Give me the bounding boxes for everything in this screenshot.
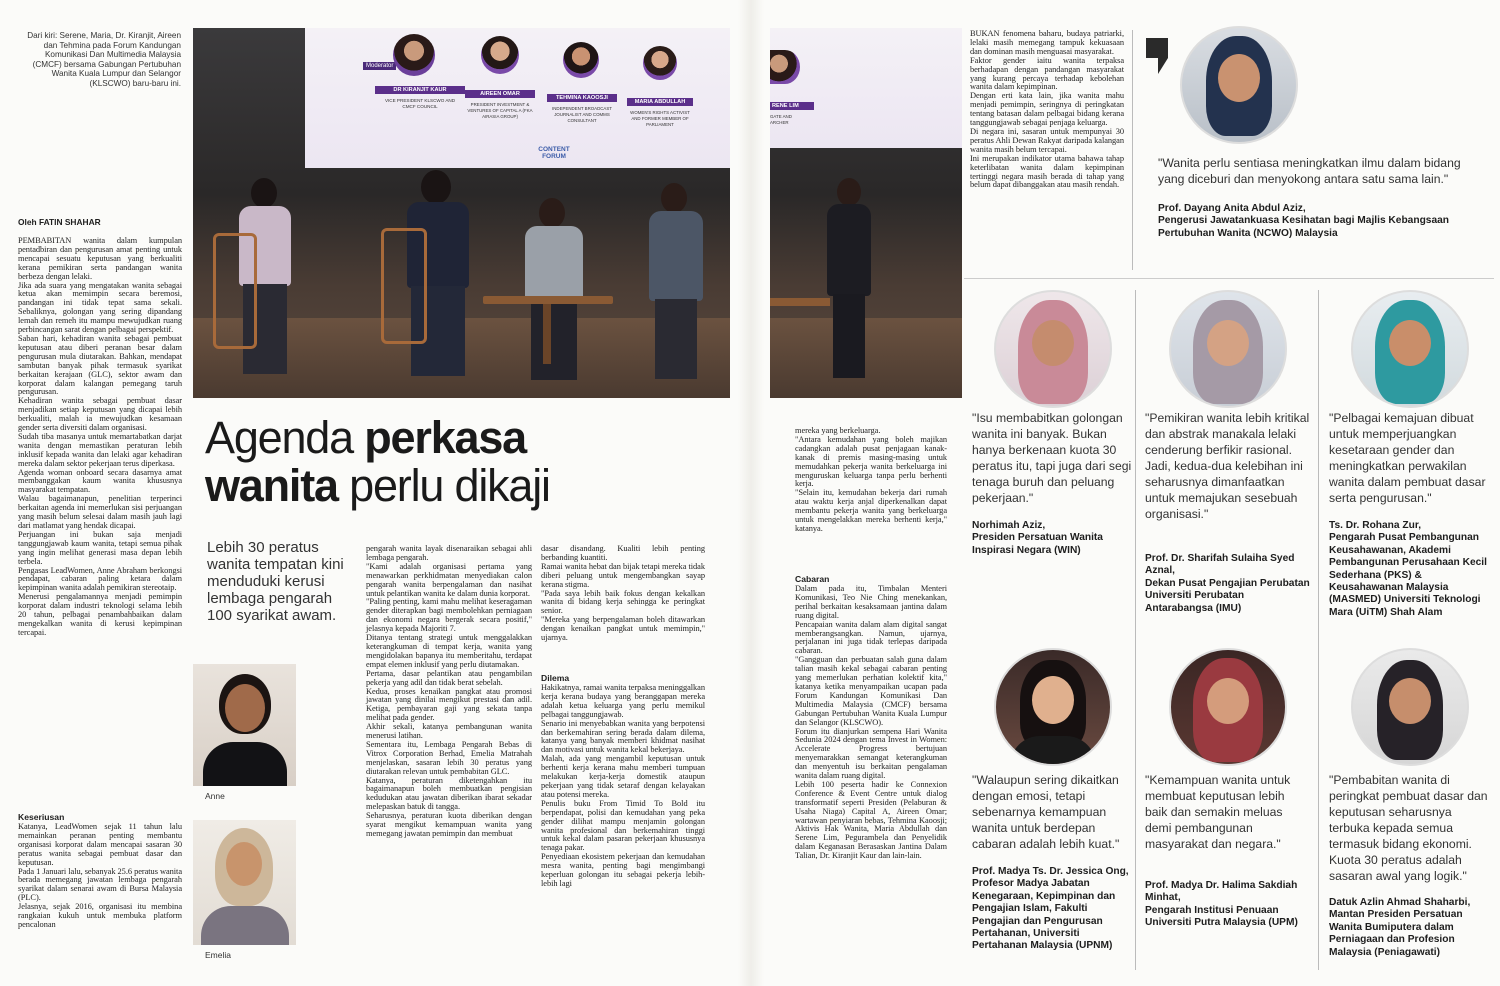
speaker-name: AIREEN OMAR (465, 90, 535, 98)
anne-photo (193, 664, 296, 786)
divider (1135, 290, 1136, 970)
article-column-4b: Dalam pada itu, Timbalan Menteri Komunikasi, Teo Nie Ching menekankan, perihal berkaitan kesaksamaan jantina dalam ruang digital. Pencapaian wanita dalam alam digital sangat memberangsangkan. Namun, ujarnya, perjalanan ini juga tidak terlepas daripada cabaran. "Gangguan dan perbuatan salah guna dalam talian masih kekal sebagai cabaran penting yang memerlukan perhatian kolektif kita," katanya ketika menyampaikan ucapan pada Forum Kandungan Komunikasi Dan Multimedia Malaysia (CMCF) bersama Gabungan Pertubuhan Wanita Kuala Lumpur dan Selangor (KLSCWO). Forum itu dianjurkan sempena Hari Wanita Sedunia 2024 dengan tema Invest in Women: Accelerate Progress bertujuan menyemarakkan semangat keterangkuman dan menyentuh isu berkaitan pengalaman wanita dalam ruang digital. Lebih 100 peserta hadir ke Connexion Conference & Event Centre untuk dialog transformatif seperti Presiden (Pelaburan & Usaha Niaga) Capital A, Aireen Omar; wartawan penyiaran bebas, Tehmina Kaoosji; Aktivis Hak Wanita, Maria Abdullah dan Serene Lim, Pegurambela dan Penyelidik dalam Keganasan Berasaskan Jantina Dalam Talian, Dr. Kiranjit Kaur dan lain-lain. (795, 584, 947, 861)
quote-text: "Pemikiran wanita lebih kritikal dan abstrak manakala lelaki cenderung berfikir rasional. Jadi, kedua-dua kelebihan ini seharusnya dimanfaatkan untuk memajukan sesebuah organisasi." (1145, 411, 1310, 521)
subheading-dilema: Dilema (541, 673, 570, 683)
headline-part: wanita (205, 460, 338, 511)
photo-caption: Dari kiri: Serene, Maria, Dr. Kiranjit, Aireen dan Tehmina pada Forum Kandungan Komunikasi Dan Multimedia Malaysia (CMCF) bersama Gabungan Pertubuhan Wanita Kuala Lumpur dan Selangor (KLSCWO) baru-baru ini. (27, 31, 181, 88)
divider (1318, 290, 1319, 970)
speaker-name: TEHMINA KAOOSJI (547, 94, 617, 102)
speaker-portrait (563, 42, 599, 78)
article-column-5: BUKAN fenomena baharu, budaya patriarki, lelaki masih memegang tampuk kekuasaan dan dominan masih menguasai masyarakat. Faktor gender iaitu wanita terpaksa berhadapan dengan pandangan masyarakat yang kurang percaya terhadap kebolehan wanita dalam kepimpinan. Dengan erti kata lain, jika wanita mahu menjadi pemimpin, seringnya di peringkatan tentang batasan dalam pelbagai bidang kerana tanggungjawab sebagai penjaga keluarga. Di negara ini, sasaran untuk mempunyai 30 peratus Ahli Dewan Rakyat daripada kalangan wanita masih belum tercapai. Ini merupakan indikator utama bahawa tahap keterlibatan wanita dalam kepimpinan tertinggi negara masih berada di tahap yang belum dapat dibanggakan atau masih rendah. (970, 29, 1124, 190)
speaker-role: INDEPENDENT BROADCAST JOURNALIST AND COMMS CONSULTANT (552, 106, 612, 123)
quote-attribution: Ts. Dr. Rohana Zur, Pengarah Pusat Pembangunan Keusahawanan, Akademi Pembangunan Perusahaan Kecil Sederhana (PKS) & Keusahawanan Malaysia (MASMED) Universiti Teknologi Mara (UiTM) Shah Alam (1329, 520, 1487, 618)
quote-text: "Walaupun sering dikaitkan dengan emosi, tetapi sebenarnya kemampuan wanita untuk berdepan cabaran adalah lebih kuat." (972, 773, 1120, 851)
emelia-photo (193, 820, 296, 945)
quote-attribution: Prof. Dayang Anita Abdul Aziz, Pengerusi Jawatankuasa Kesihatan bagi Majlis Kebangsaan Pertubuhan Wanita (NCWO) Malaysia (1158, 203, 1450, 239)
speaker-portrait (643, 46, 677, 80)
quote-attribution: Prof. Dr. Sharifah Sulaiha Syed Aznal, Dekan Pusat Pengajian Perubatan Universiti Perubatan Antarabangsa (IMU) (1145, 553, 1310, 614)
stage-screen (305, 28, 730, 168)
panel-chair (381, 228, 427, 344)
portrait-halima (1169, 648, 1287, 766)
quote-attribution: Prof. Madya Dr. Halima Sakdiah Minhat, Pengarah Institusi Penuaan Universiti Putra Malaysia (UPM) (1145, 880, 1298, 929)
portrait-azlin (1351, 648, 1469, 766)
portrait-dayang (1180, 26, 1298, 144)
panelist (825, 178, 873, 388)
headline-part: Agenda (205, 412, 365, 463)
stage-screen (770, 28, 962, 148)
quote-text: "Kemampuan wanita untuk membuat keputusan lebih baik dan semakin meluas demi pembangunan masyarakat dan negara." (1145, 773, 1291, 851)
speaker-portrait (770, 50, 800, 84)
headline-part: perkasa (364, 412, 526, 463)
quote-attribution: Datuk Azlin Ahmad Shaharbi, Mantan Presiden Persatuan Wanita Bumiputera dalam Perniagaan dan Profesion Malaysia (Peniagawati) (1329, 897, 1471, 958)
speaker-portrait (481, 36, 519, 74)
side-table-leg (543, 304, 551, 364)
portrait-norhimah (994, 290, 1112, 408)
portrait-rohana (1351, 290, 1469, 408)
speaker-role: GATE AND ARCHER (770, 114, 792, 125)
divider (964, 278, 1494, 279)
quote-text: "Pelbagai kemajuan dibuat untuk memperjuangkan kesetaraan gender dan meningkatkan perwakilan wanita dalam pembuat dasar serta pengurusan." (1329, 411, 1486, 505)
panel-chair (213, 233, 257, 349)
portrait-sharifah (1169, 290, 1287, 408)
speaker-name: DR KIRANJIT KAUR (375, 86, 465, 94)
page-fold (738, 0, 764, 986)
forum-photo (193, 28, 730, 398)
forum-photo-right (770, 28, 962, 398)
speaker-role: WOMEN'S RIGHTS ACTIVIST AND FORMER MEMBER OF PARLIAMENT (630, 110, 690, 127)
article-column-2: pengarah wanita layak disenaraikan sebagai ahli lembaga pengarah. "Kami adalah organisasi pertama yang menawarkan perkhidmatan menyediakan calon pengarah wanita berpengalaman dan nasihat untuk pelantikan wanita ke dalam dunia korporat. "Paling penting, kami mahu melihat keseragaman gender diterapkan bagi membolehkan perniagaan dan ekonomi negara bergerak secara positif," jelasnya kepada Majoriti 7. Ditanya tentang strategi untuk menggalakkan keterangkuman di tempat kerja, wanita yang mengidolakan bapanya itu memberitahu, terdapat empat elemen inklusif yang perlu diutamakan. Pertama, dasar pelantikan atau pengambilan pekerja yang adil dan tidak berat sebelah. Kedua, proses kenaikan pangkat atau promosi jawatan yang dinilai mengikut prestasi dan adil. Ketiga, pembayaran gaji yang sekata tanpa melihat pada gender. Akhir sekali, katanya pembangunan wanita menerusi latihan. Sementara itu, Lembaga Pengarah Bebas di Vitrox Corporation Berhad, Emelia Matrahah menjelaskan, sasaran lebih 30 peratus yang diutarakan relevan untuk pembabitan GLC. Katanya, peraturan diketengahkan itu bagaimanapun boleh membuatkan pengisian kedudukan atau jawatan diberikan ibarat sekadar melepaskan batuk di tangga. Seharusnya, peraturan kuota diberikan dengan syarat mengikut kemampuan wanita yang memegang jawatan pemimpin dan membuat (366, 544, 532, 838)
headline-part: perlu dikaji (337, 460, 550, 511)
quote-attribution: Norhimah Aziz, Presiden Persatuan Wanita Inspirasi Negara (WIN) (972, 520, 1103, 556)
headline (205, 414, 765, 510)
side-table (770, 298, 830, 306)
article-column-4: mereka yang berkeluarga. "Antara kemudahan yang boleh majikan cadangkan adalah pusat penjagaan kanak-kanak di premis masing-masing untuk memudahkan pekerja wanita berkeluarga ini menguruskan keluarga tanpa perlu berhenti kerja. "Selain itu, kemudahan bekerja dari rumah atau waktu kerja anjal diperkenalkan dapat membantu pekerja wanita yang berkeluarga untuk mengelakkan mereka berhenti kerja," katanya. (795, 426, 947, 533)
subheading-cabaran: Cabaran (795, 574, 830, 584)
divider (1132, 30, 1133, 270)
speaker-role: VICE PRESIDENT KLSCWO AND CMCF COUNCIL (384, 98, 456, 109)
quote-attribution: Prof. Madya Ts. Dr. Jessica Ong, Profesor Madya Jabatan Kenegaraan, Kepimpinan dan Pengajian Islam, Fakulti Pengajian dan Pengurusan Pertahanan, Universiti Pertahanan Malaysia (UPNM) (972, 866, 1129, 952)
speaker-name: MARIA ABDULLAH (627, 98, 693, 106)
subheading-keseriusan: Keseriusan (18, 812, 65, 822)
portrait-jessica (994, 648, 1112, 766)
moderator-label: Moderator (363, 62, 396, 70)
article-column-3: dasar disandang. Kualiti lebih penting berbanding kuantiti. Ramai wanita hebat dan bijak tetapi mereka tidak diberi peluang untuk mengembangkan sayap kerana stigma. "Pada saya lebih baik fokus dengan kekalkan wanita di bidang kerja sehingga ke peringkat senior. "Mereka yang berpengalaman boleh ditawarkan dengan kenaikan pangkat untuk memimpin," ujarnya. (541, 544, 705, 643)
emelia-caption: Emelia (205, 950, 231, 960)
article-column-3b: Hakikatnya, ramai wanita terpaksa meninggalkan kerja kerana budaya yang beranggapan mereka adalah ketua keluarga yang perlu memikul pelbagai tanggungjawab. Senario ini menyebabkan wanita yang berpotensi dan berkemahiran sering berada dalam dilema, katanya yang banyak memberi khidmat nasihat dan motivasi untuk wanita kekal bekerjaya. Malah, ada yang mengambil keputusan untuk berhenti kerja kerana mahu memberi tumpuan melakukan kerja-kerja domestik ataupun pekerjaan yang tidak setaraf dengan kelayakan atau potensi mereka. Penulis buku From Timid To Bold itu berpendapat, polisi dan kemudahan yang peka gender dilihat mampu menjamin golongan wanita profesional dan berkemahiran tinggi untuk kekal dalam pasaran pekerjaan khususnya tenaga pakar. Penyediaan ekosistem pekerjaan dan kemudahan mesra wanita, penting bagi mengimbangi keperluan golongan itu sebagai pekerja lebih-lebih lagi (541, 683, 705, 888)
article-column-1: PEMBABITAN wanita dalam kumpulan pentadbiran dan pengurusan amat penting untuk mencapai sesuatu keputusan yang berkualiti kerana pemikiran serta pandangan wanita berbeza dengan lelaki. Jika ada suara yang mengatakan wanita sebagai ketua akan memimpin secara beremosi, pandangan ini tidak tepat sama sekali. Sebaliknya, golongan yang sering dipandang lemah dan remeh itu mampu mewujudkan ruang perbincangan sarat dengan pelbagai perspektif. Saban hari, kehadiran wanita sebagai pembuat keputusan atau diberi peranan besar dalam pengurusan mula diutarakan. Bahkan, mendapat sambutan banyak pihak termasuk syarikat berkaitan kerajaan (GLC), sektor awam dan korporat dalam kalangan pemegang taruh pengurusan. Kehadiran wanita sebagai pembuat dasar menjadikan setiap keputusan yang dicapai lebih berkualiti, malah ia mewujudkan kesamaan gender serta diversiti dalam organisasi. Sudah tiba masanya untuk memartabatkan darjat wanita dengan memastikan peraturan lebih inklusif kepada wanita dan lelaki agar kehadiran mereka dalam sektor pekerjaan terus diperkasa. Agenda woman onboard secara dasarnya amat membanggakan kaum wanita khususnya masyarakat tempatan. Walau bagaimanapun, penelitian terperinci berkaitan agenda ini memerlukan sisi perjuangan yang masih belum selesai dalam masih jauh lagi dari matlamat yang hendak dicapai. Perjuangan ini bukan saja menjadi tanggungjawab kaum wanita, tetapi semua pihak yang ingin melihat generasi masa depan lebih terbela. Pengasas LeadWomen, Anne Abraham berkongsi pendapat, cabaran paling ketara dalam kepimpinan wanita adalah pemikiran stereotaip. Menerusi pengalamannya menjadi pemimpin korporat dalam industri teknologi selama lebih 20 tahun, pelbagai penambahbaikan dalam mengekalkan wanita di kerusi kepimpinan tercapai. (18, 236, 182, 637)
quote-mark-icon (1144, 36, 1170, 76)
speaker-name: RENE LIM (770, 102, 814, 110)
quote-text: "Pembabitan wanita di peringkat pembuat dasar dan keputusan seharusnya terbuka kepada semua termasuk bidang ekonomi. Kuota 30 peratus adalah sasaran awal yang logik." (1329, 773, 1488, 883)
quote-text: "Wanita perlu sentiasa meningkatkan ilmu dalam bidang yang diceburi dan menyokong antara satu sama lain." (1158, 156, 1461, 186)
speaker-portrait (393, 34, 435, 76)
quote-text: "Isu membabitkan golongan wanita ini banyak. Bukan hanya berkenaan kuota 30 peratus itu, tapi juga dari segi tenaga buruh dan peluang pekerjaan." (972, 411, 1132, 505)
content-forum-logo: CONTENT FORUM (538, 146, 570, 160)
byline: Oleh FATIN SHAHAR (18, 217, 101, 227)
article-column-1b: Katanya, LeadWomen sejak 11 tahun lalu memainkan peranan penting membantu organisasi korporat dalam mencapai sasaran 30 peratus wanita sebagai pembuat dasar dan keputusan. Pada 1 Januari lalu, sebanyak 25.6 peratus wanita berada memegang jawatan lembaga pengarah syarikat dalam senarai awam di Bursa Malaysia (PLC). Jelasnya, sejak 2016, organisasi itu membina rangkaian kukuh untuk membuka platform pencalonan (18, 822, 182, 929)
side-table (483, 296, 613, 304)
panelist (523, 198, 583, 388)
anne-caption: Anne (205, 791, 225, 801)
panelist (645, 183, 705, 388)
standfirst: Lebih 30 peratus wanita tempatan kini menduduki kerusi lembaga pengarah 100 syarikat awam. (207, 539, 344, 624)
speaker-role: PRESIDENT INVESTMENT & VENTURES OF CAPITAL A (FKA AIRASIA GROUP) (467, 102, 533, 119)
